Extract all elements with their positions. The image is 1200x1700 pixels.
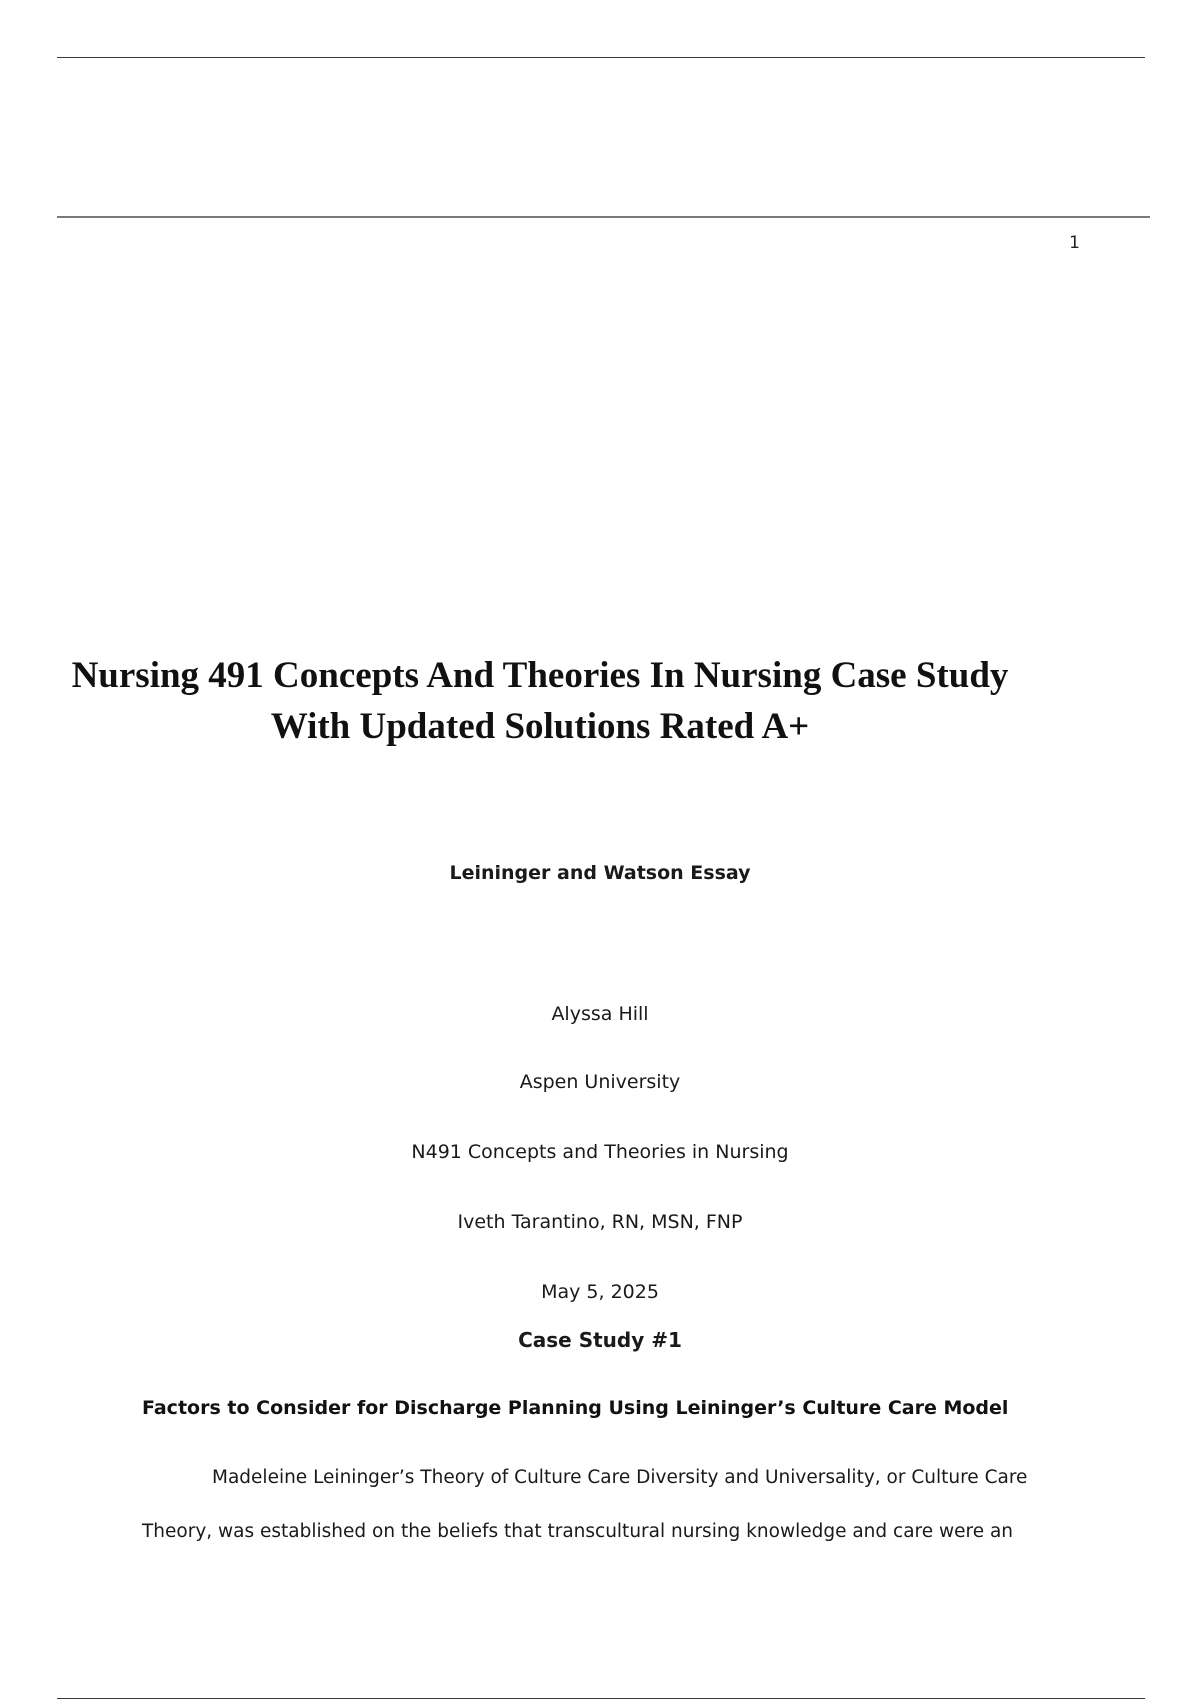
- paragraph-line: Theory, was established on the beliefs that transcultural nursing knowledge and care were an: [142, 1521, 1014, 1542]
- submission-date: May 5, 2025: [541, 1281, 659, 1303]
- document-title-line-1: Nursing 491 Concepts And Theories In Nursing Case Study: [71, 655, 1009, 696]
- paragraph-line: Madeleine Leininger’s Theory of Culture Care Diversity and Universality, or Culture Care: [212, 1467, 1028, 1488]
- header-rule: [57, 216, 1150, 218]
- author-name: Alyssa Hill: [551, 1003, 649, 1025]
- bottom-rule: [57, 1698, 1145, 1699]
- instructor-name: Iveth Tarantino, RN, MSN, FNP: [457, 1211, 743, 1233]
- body-paragraph: [142, 1464, 1042, 1572]
- institution-name: Aspen University: [519, 1071, 681, 1093]
- page-number: 1: [1069, 233, 1080, 253]
- course-name: N491 Concepts and Theories in Nursing: [411, 1141, 789, 1163]
- top-rule: [57, 57, 1145, 58]
- document-title-line-2: With Updated Solutions Rated A+: [270, 706, 810, 747]
- section-heading: Factors to Consider for Discharge Planning Using Leininger’s Culture Care Model: [142, 1397, 1009, 1419]
- essay-title: Leininger and Watson Essay: [449, 862, 751, 884]
- case-study-heading: Case Study #1: [518, 1328, 682, 1352]
- document-title: [20, 650, 1060, 752]
